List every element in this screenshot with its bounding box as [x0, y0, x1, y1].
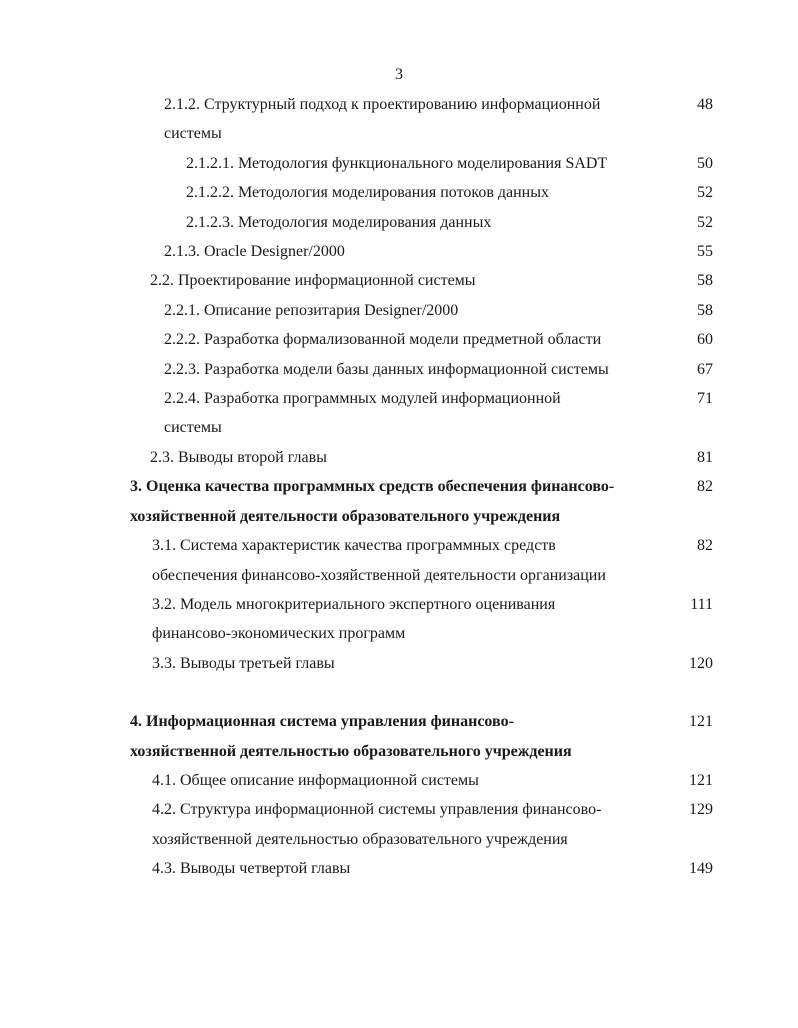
toc-entry-title: 3. Оценка качества программных средств обеспечения финансово- хозяйственной деятельности образовательного учреждения: [130, 478, 615, 525]
table-of-contents: [0, 90, 798, 884]
toc-entry: [152, 590, 798, 649]
toc-entry-title: 3.2. Модель многокритериального экспертного оценивания финансово-экономических программ: [152, 595, 556, 643]
toc-entry-page: 129: [689, 801, 713, 819]
toc-entry-page: 60: [697, 331, 713, 349]
toc-entry: [164, 296, 798, 325]
toc-entry-page: 82: [697, 537, 713, 555]
toc-entry-page: 67: [697, 360, 713, 378]
toc-entry: [164, 90, 798, 149]
toc-entry: [152, 795, 798, 854]
toc-entry-page: 82: [697, 478, 713, 496]
toc-entry-title: 4. Информационная система управления финансово- хозяйственной деятельностью образовательного учреждения: [130, 713, 572, 760]
toc-entry: [186, 149, 798, 178]
toc-entry-title: 3.1. Система характеристик качества программных средств обеспечения финансово-хозяйственной деятельности организации: [152, 537, 606, 584]
toc-entry-title: 2.3. Выводы второй главы: [150, 448, 327, 466]
toc-entry-page: 81: [697, 448, 713, 466]
toc-entry: [164, 355, 798, 384]
toc-entry-page: 50: [697, 154, 713, 172]
toc-entry-title: 2.2.2. Разработка формализованной модели предметной области: [164, 331, 602, 349]
toc-entry-page: 149: [689, 860, 713, 878]
toc-entry-page: 58: [697, 301, 713, 319]
toc-entry-page: 71: [697, 390, 713, 408]
toc-entry-title: 2.1.2.3. Методология моделирования данных: [186, 213, 492, 231]
toc-entry-title: 3.3. Выводы третьей главы: [152, 654, 335, 672]
toc-entry-title: 2.1.2.2. Методология моделирования потоков данных: [186, 184, 549, 202]
toc-entry-page: 52: [697, 213, 713, 231]
toc-entry-title: 2.2.4. Разработка программных модулей информационной системы: [164, 390, 561, 437]
toc-entry-title: 4.3. Выводы четвертой главы: [152, 860, 351, 878]
toc-entry: [150, 443, 798, 472]
toc-entry-title: 2.1.3. Oracle Designer/2000: [164, 243, 345, 261]
toc-entry-title: 4.2. Структура информационной системы управления финансово- хозяйственной деятельностью образовательного учреждения: [152, 801, 602, 848]
toc-entry-page: 121: [689, 713, 713, 731]
toc-entry: [164, 384, 798, 443]
toc-entry-page: 111: [690, 595, 713, 613]
toc-entry: [152, 854, 798, 883]
toc-entry: [152, 531, 798, 590]
toc-entry-page: 48: [697, 96, 713, 113]
page-number: 3: [395, 66, 403, 83]
toc-entry: [152, 649, 798, 678]
toc-entry: [164, 325, 798, 354]
toc-entry-page: 52: [697, 184, 713, 202]
toc-entry: [186, 178, 798, 207]
toc-entry: [152, 766, 798, 795]
section-gap: [0, 678, 798, 707]
toc-entry: [164, 237, 798, 266]
toc-entry-title: 2.2.1. Описание репозитария Designer/2000: [164, 301, 459, 319]
toc-entry-page: 58: [697, 272, 713, 290]
toc-entry-title: 4.1. Общее описание информационной системы: [152, 771, 479, 789]
toc-entry: [150, 266, 798, 295]
toc-entry-title: 2.1.2.1. Методология функционального моделирования SADT: [186, 154, 608, 172]
toc-entry-title: 2.1.2. Структурный подход к проектированию информационной системы: [164, 96, 601, 143]
toc-entry: [186, 208, 798, 237]
toc-entry-page: 121: [689, 771, 713, 789]
toc-entry-page: 120: [689, 654, 713, 672]
toc-entry-title: 2.2. Проектирование информационной системы: [150, 272, 476, 290]
toc-entry-page: 55: [697, 243, 713, 261]
toc-entry-title: 2.2.3. Разработка модели базы данных информационной системы: [164, 360, 609, 378]
toc-chapter-entry: [130, 707, 798, 766]
toc-chapter-entry: [130, 472, 798, 531]
